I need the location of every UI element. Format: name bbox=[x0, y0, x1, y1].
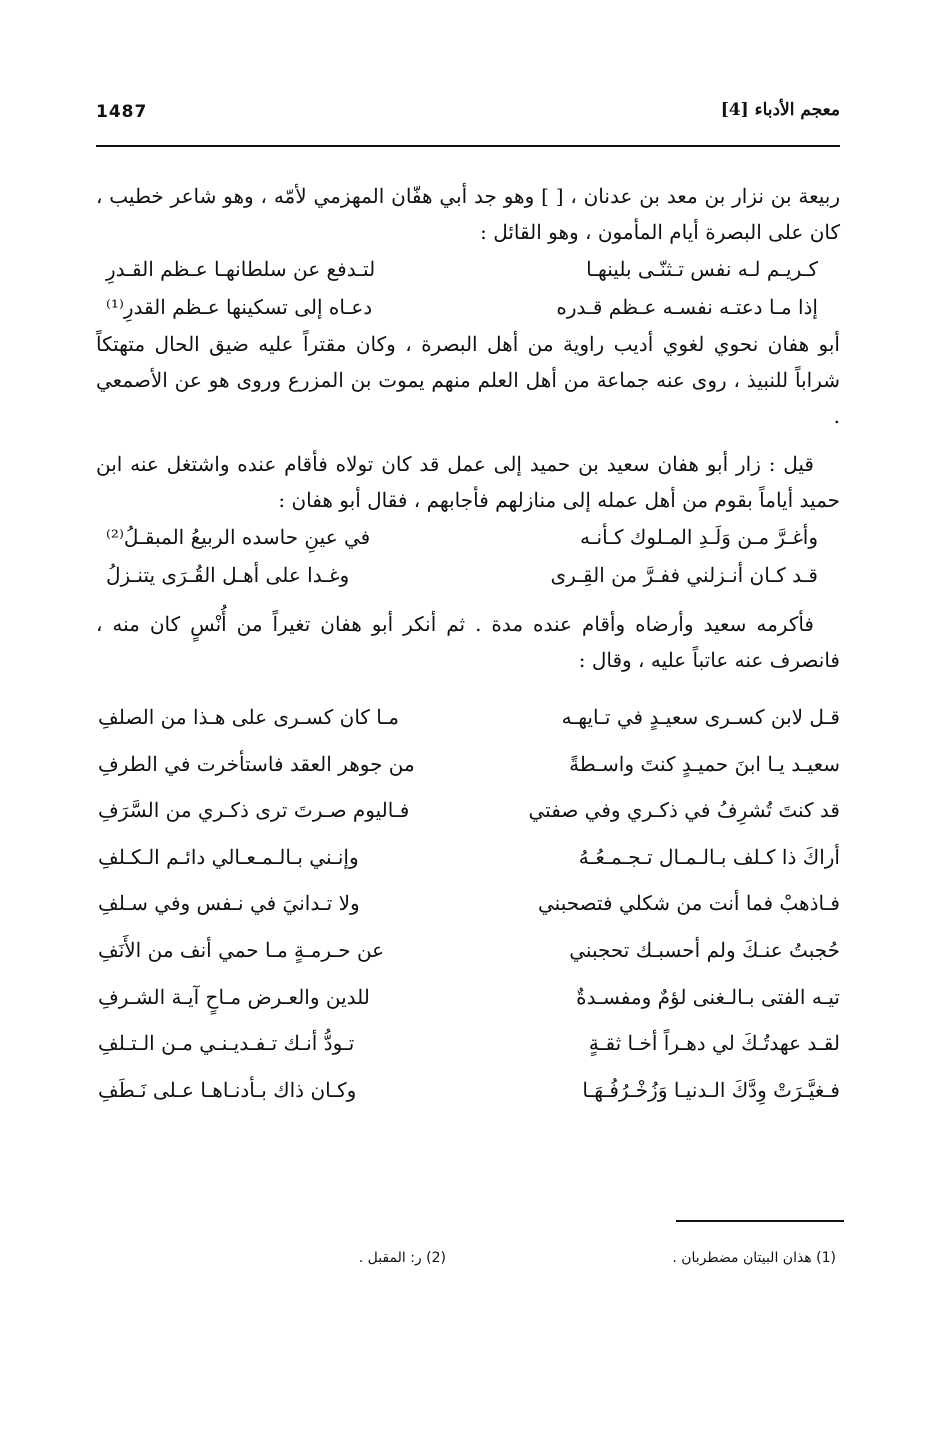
hemistich: من جوهر العقد فاستأخرت في الطرفِ bbox=[98, 751, 415, 776]
paragraph-2: أبو هفان نحوي لغوي أديب راوية من أهل البصرة ، وكان مقتراً عليه ضيق الحال متهتكاً شراباً للنبيذ ، روى عنه جماعة من أهل العلم منهم يموت بن المزرع وروى هو عن الأصمعي . bbox=[96, 332, 840, 428]
poem-2-line-2 bbox=[96, 556, 840, 594]
main-text bbox=[96, 178, 840, 1113]
hemistich: دعـاه إلى تسكينها عـظم القدرِ⁽¹⁾ bbox=[106, 295, 373, 319]
hemistich: للدين والعـرض مـاحٍ آيـة الشـرفِ bbox=[98, 984, 370, 1009]
poem-3-line bbox=[96, 834, 840, 881]
footnote-1: (1) هذان البيتان مضطربان . bbox=[672, 1250, 836, 1266]
spacer bbox=[96, 594, 840, 606]
hemistich: تـودُّ أنـك تـفـديـنـي مـن الـتـلفِ bbox=[98, 1031, 355, 1056]
hemistich: فـاليوم صـرتَ ترى ذكـري من السَّرَفِ bbox=[98, 798, 410, 823]
hemistich: وإنـني بـالـمـعـالي دائـم الـكـلفِ bbox=[98, 844, 359, 869]
poem-3-line bbox=[96, 1020, 840, 1067]
hemistich: حُجبتُ عنـكَ ولم أحسبـك تحجبني bbox=[569, 937, 840, 962]
page-number: 1487 bbox=[96, 102, 148, 122]
hemistich: قد كنتَ تُشرِفُ في ذكـري وفي صفتي bbox=[528, 798, 840, 823]
poem-3-line bbox=[96, 741, 840, 788]
paragraph-3: قيل : زار أبو هفان سعيد بن حميد إلى عمل قد كان تولاه فأقام عنده واشتغل عنه ابن حميد أياماً بقوم من أهل عمله إلى منازلهم فأجابهم ، فقال أبو هفان : bbox=[96, 452, 840, 512]
hemistich: سعيـد يـا ابنَ حميـدٍ كنتَ واسـطةً bbox=[569, 751, 840, 776]
poem-1-line-1 bbox=[96, 250, 840, 288]
running-title: معجم الأدباء [4] bbox=[720, 100, 840, 120]
paragraph-4: فأكرمه سعيد وأرضاه وأقام عنده مدة . ثم أنكر أبو هفان تغيراً من أُنْسٍ كان منه ، فانصرف عنه عاتباً عليه ، وقال : bbox=[96, 612, 840, 672]
poem-2-line-1 bbox=[96, 518, 840, 556]
footnotes bbox=[96, 1250, 840, 1276]
hemistich: تيـه الفتى بـالـغنى لؤمٌ ومفسـدةٌ bbox=[576, 984, 840, 1009]
footnote-2: (2) ر: المقبل . bbox=[358, 1250, 446, 1266]
poem-3-line bbox=[96, 694, 840, 741]
hemistich: كـريـم لـه نفس تـثنّـى بلينهـا bbox=[586, 257, 818, 281]
hemistich: إذا مـا دعتـه نفسـه عـظم قـدره bbox=[556, 295, 818, 319]
hemistich: قـل لابن كسـرى سعيـدٍ في تـايهـه bbox=[561, 705, 840, 729]
poem-3-line bbox=[96, 787, 840, 834]
poem-1-line-2 bbox=[96, 288, 840, 326]
hemistich: فـاذهبْ فما أنت من شكلي فتصحبني bbox=[538, 891, 840, 916]
hemistich: أراكَ ذا كـلف بـالـمـال تـجـمـعُـهُ bbox=[578, 844, 840, 869]
header-rule bbox=[96, 145, 840, 147]
hemistich: عن حـرمـةٍ مـا حمي أنف من الأَنَفِ bbox=[98, 937, 385, 962]
hemistich: لتـدفع عن سلطانهـا عـظم القـدرِ bbox=[106, 257, 376, 281]
poem-3-line bbox=[96, 927, 840, 974]
hemistich: في عينِ حاسده الربيعُ المبقـلُ⁽²⁾ bbox=[106, 525, 371, 549]
hemistich: مـا كان كسـرى على هـذا من الصلفِ bbox=[98, 705, 399, 729]
hemistich: لقـد عهدتُـكَ لي دهـراً أخـا ثقـةٍ bbox=[588, 1031, 840, 1056]
hemistich: وكـان ذاك بـأدنـاهـا عـلى نَـطَفِ bbox=[98, 1077, 357, 1102]
poem-3-line bbox=[96, 880, 840, 927]
page-header bbox=[96, 100, 840, 140]
spacer bbox=[96, 434, 840, 446]
poem-3-line bbox=[96, 1067, 840, 1114]
hemistich: فـغيَّـرَتْ وِدَّكَ الـدنيـا وَزُخْـرُفُـهَـا bbox=[582, 1077, 840, 1102]
hemistich: وغـدا على أهـل القُـرَى يتنـزلُ bbox=[106, 563, 350, 587]
paragraph-1: ربيعة بن نزار بن معد بن عدنان ، [ ] وهو جد أبي هفّان المهزمي لأمّه ، وهو شاعر خطيب ، كان على البصرة أيام المأمون ، وهو القائل : bbox=[96, 184, 840, 244]
hemistich: وأغـرَّ مـن وَلَـدِ المـلوك كـأنـه bbox=[579, 525, 818, 549]
hemistich: ولا تـدانيَ في نـفس وفي سـلفِ bbox=[98, 891, 360, 916]
poem-3-line bbox=[96, 974, 840, 1021]
poem-3 bbox=[96, 694, 840, 1113]
footnote-rule bbox=[676, 1220, 844, 1222]
hemistich: قـد كـان أنـزلني ففـرَّ من القِـرى bbox=[550, 563, 818, 587]
